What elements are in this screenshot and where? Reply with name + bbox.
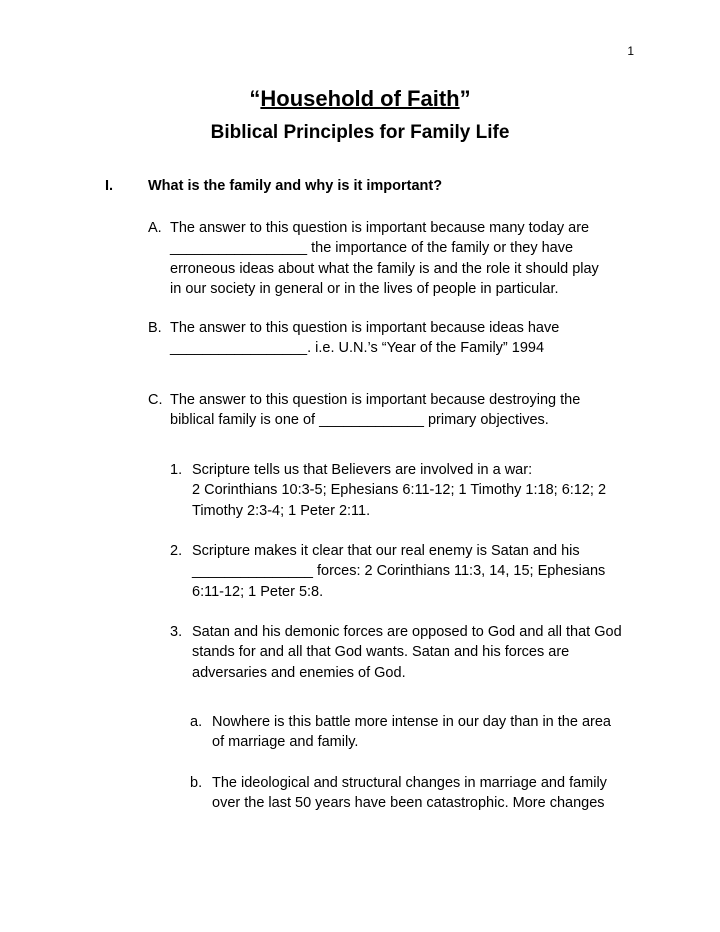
item-line: erroneous ideas about what the family is and the role it should play bbox=[170, 260, 599, 277]
outline-item-C bbox=[148, 390, 648, 431]
item-line: of marriage and family. bbox=[212, 734, 359, 751]
title-open-quote: “ bbox=[249, 86, 261, 111]
item-line: 6:11-12; 1 Peter 5:8. bbox=[192, 583, 324, 600]
page-subtitle: Biblical Principles for Family Life bbox=[210, 122, 510, 143]
item-line: Scripture makes it clear that our real enemy is Satan and his bbox=[192, 543, 580, 559]
item-label: B. bbox=[148, 320, 162, 336]
item-line: adversaries and enemies of God. bbox=[192, 664, 406, 681]
item-line: _________________ the importance of the family or they have bbox=[170, 240, 574, 257]
title-text: Household of Faith bbox=[260, 86, 460, 111]
outline-item-B bbox=[148, 318, 648, 359]
item-line: over the last 50 years have been catastrophic. More changes bbox=[212, 795, 605, 812]
item-line: 2 Corinthians 10:3-5; Ephesians 6:11-12; 1 Timothy 1:18; 6:12; 2 bbox=[192, 482, 607, 499]
item-line: in our society in general or in the lives of people in particular. bbox=[170, 280, 559, 297]
item-label: 3. bbox=[170, 624, 183, 640]
item-label: a. bbox=[190, 714, 203, 730]
item-line: _______________ forces: 2 Corinthians 11:3, 14, 15; Ephesians bbox=[192, 563, 606, 580]
item-line: Nowhere is this battle more intense in our day than in the area bbox=[212, 714, 611, 730]
outline-item-A bbox=[148, 218, 648, 299]
item-label: A. bbox=[148, 220, 162, 236]
outline-item-1 bbox=[170, 460, 650, 521]
outline-item-b bbox=[190, 773, 645, 814]
item-line: Scripture tells us that Believers are involved in a war: bbox=[192, 462, 533, 478]
item-line: biblical family is one of _____________ primary objectives. bbox=[170, 412, 549, 429]
outline-item-2 bbox=[170, 541, 650, 602]
title-close-quote: ” bbox=[459, 86, 471, 111]
item-label: C. bbox=[148, 392, 163, 408]
page-title bbox=[0, 86, 720, 112]
outline-item-3 bbox=[170, 622, 650, 683]
item-label: b. bbox=[190, 775, 203, 791]
item-line: The answer to this question is important because destroying the bbox=[170, 392, 581, 408]
item-label: 2. bbox=[170, 543, 183, 559]
item-label: 1. bbox=[170, 462, 183, 478]
item-line: The answer to this question is important because many today are bbox=[170, 220, 590, 236]
item-line: Timothy 2:3-4; 1 Peter 2:11. bbox=[192, 502, 371, 519]
item-line: The ideological and structural changes in marriage and family bbox=[212, 775, 607, 791]
page-number: 1 bbox=[627, 44, 634, 58]
item-line: _________________. i.e. U.N.’s “Year of the Family” 1994 bbox=[170, 340, 545, 357]
item-line: The answer to this question is important because ideas have bbox=[170, 320, 560, 336]
section-number: I. bbox=[105, 178, 114, 194]
item-line: stands for and all that God wants. Satan and his forces are bbox=[192, 644, 570, 661]
item-line: Satan and his demonic forces are opposed to God and all that God bbox=[192, 624, 622, 640]
section-heading: What is the family and why is it important? bbox=[148, 178, 443, 194]
outline-item-a bbox=[190, 712, 645, 753]
